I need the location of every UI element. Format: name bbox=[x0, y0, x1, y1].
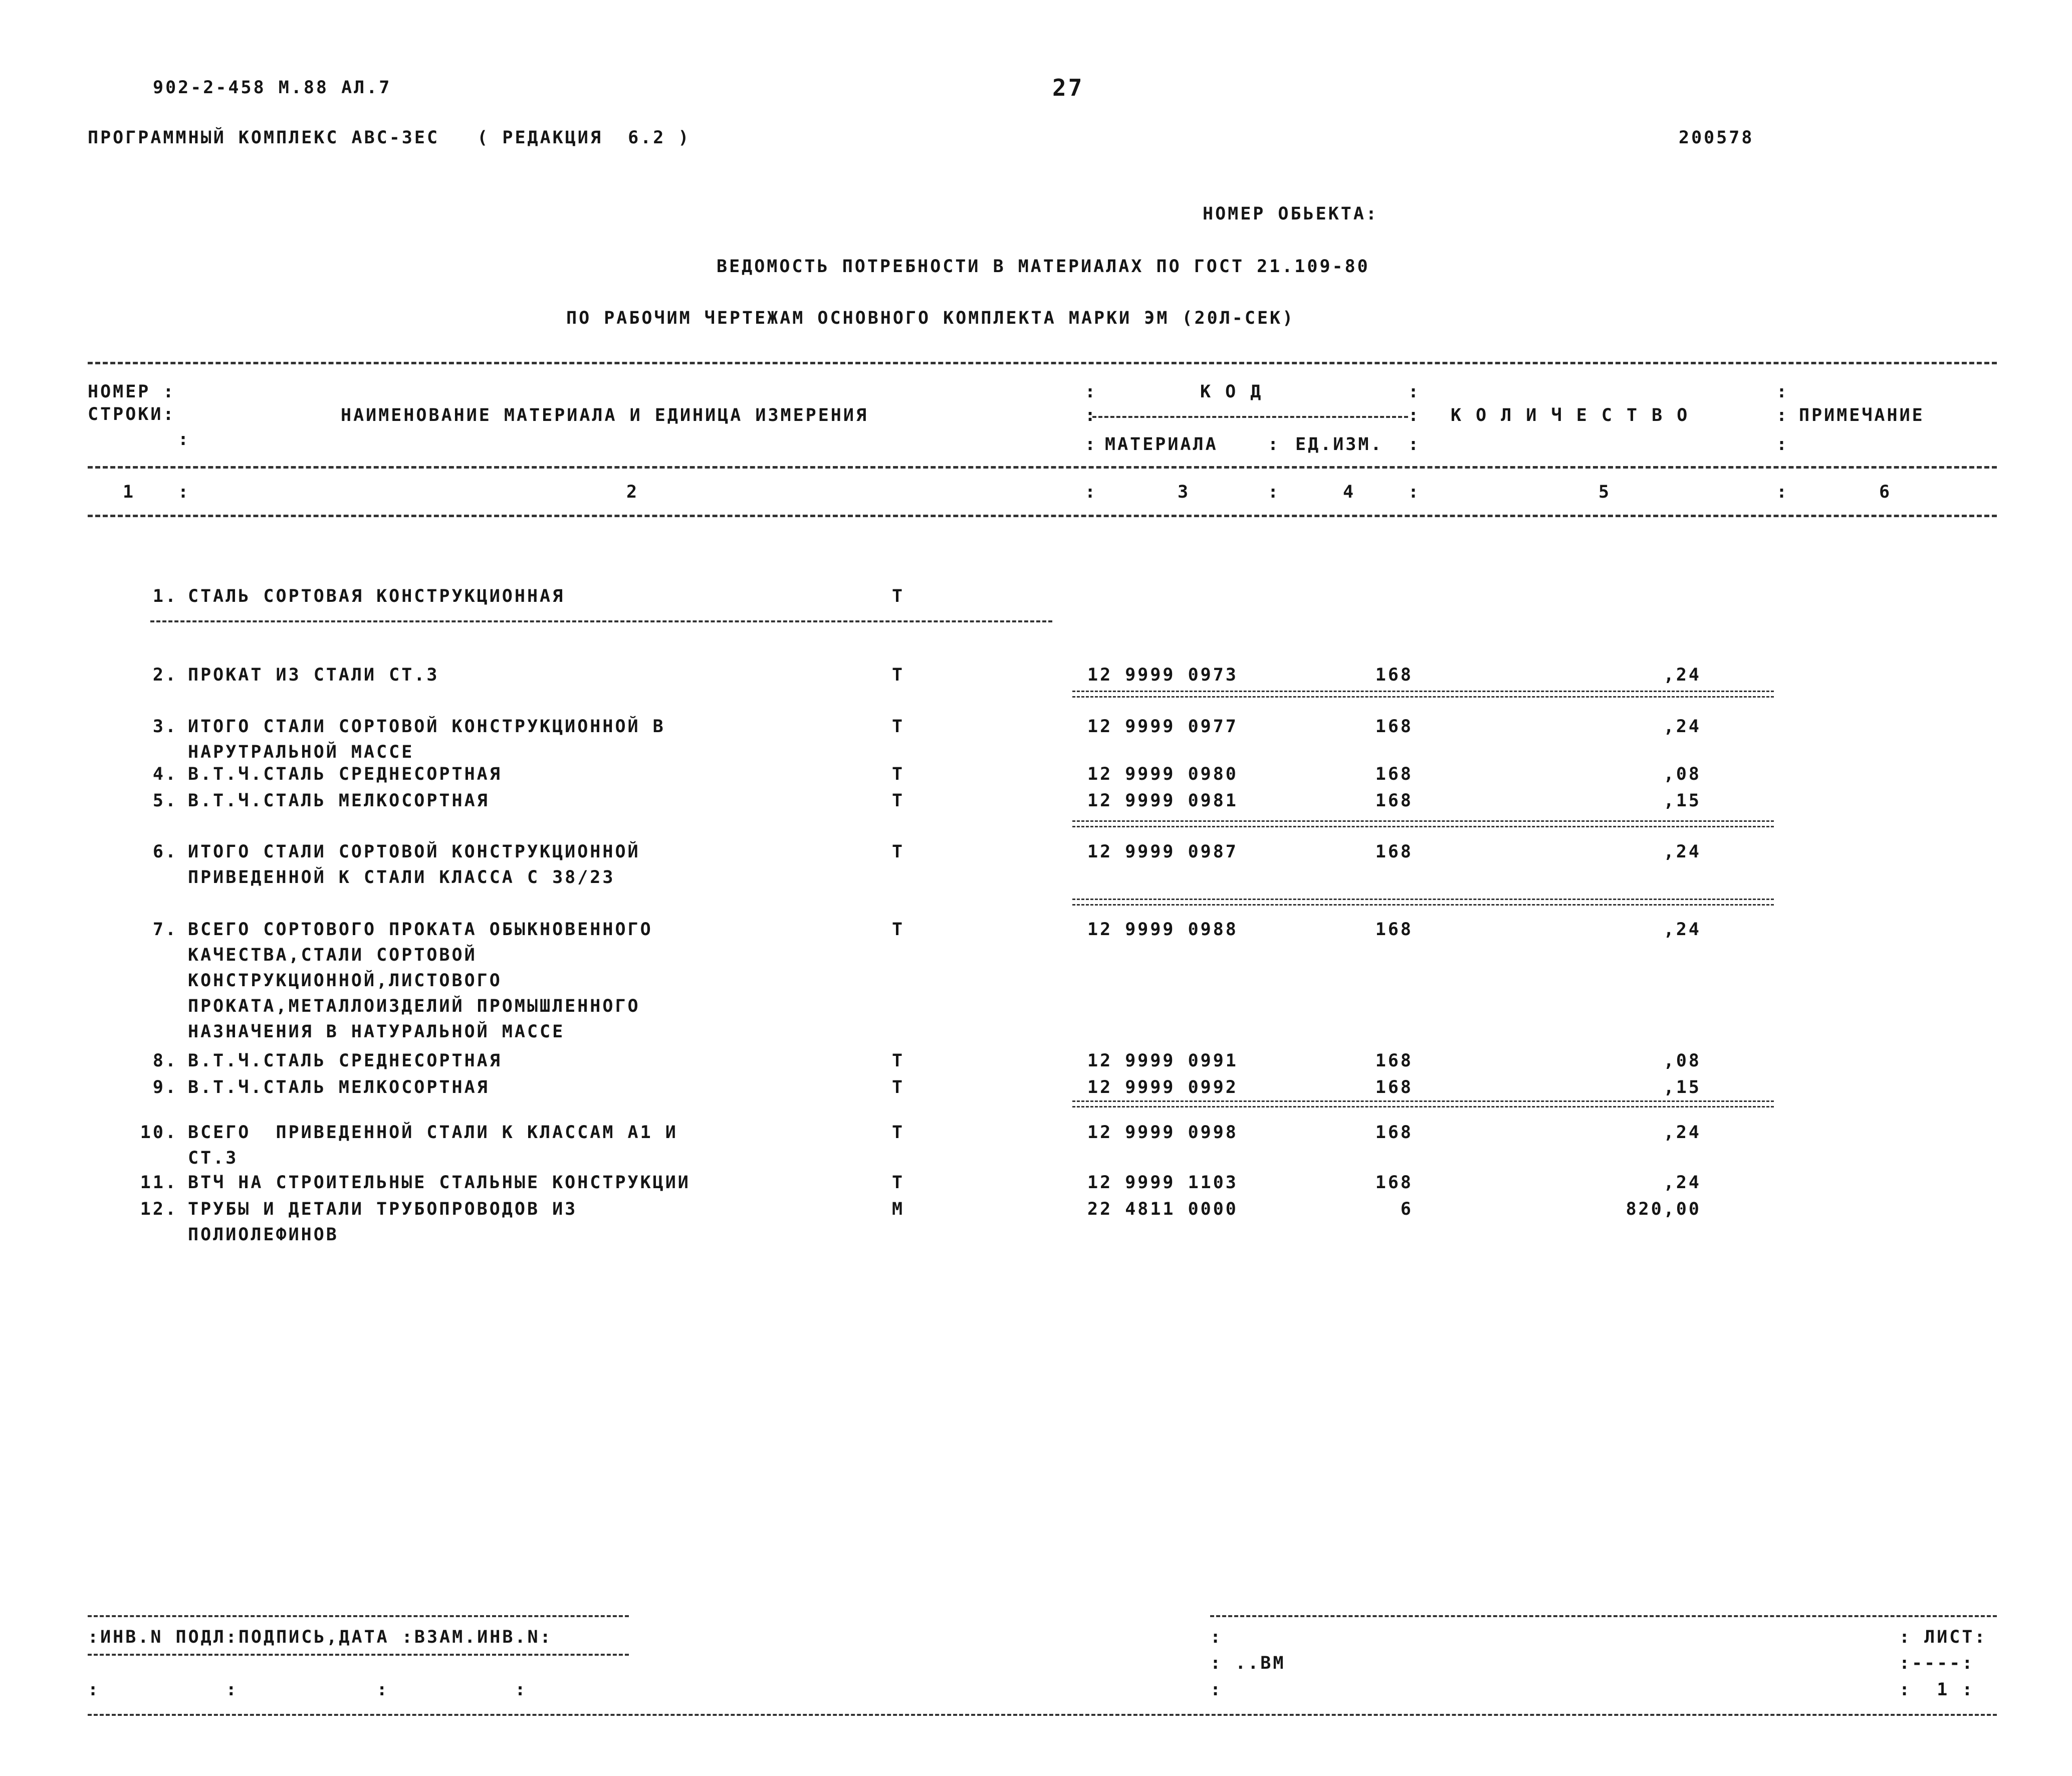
unit-of-measure: Т bbox=[892, 1077, 905, 1097]
unit-of-measure: Т bbox=[892, 842, 905, 862]
page-subtitle: ПО РАБОЧИМ ЧЕРТЕЖАМ ОСНОВНОГО КОМПЛЕКТА МАРКИ ЭМ (20Л-СЕК) bbox=[566, 308, 1295, 328]
material-name-line: СТАЛЬ СОРТОВАЯ КОНСТРУКЦИОННАЯ bbox=[188, 586, 565, 606]
material-name-line: НАРУТРАЛЬНОЙ МАССЕ bbox=[188, 742, 414, 762]
footer-signature-cells: : : : : bbox=[88, 1680, 528, 1700]
unit-of-measure: Т bbox=[892, 791, 905, 811]
material-name-line: ИТОГО СТАЛИ СОРТОВОЙ КОНСТРУКЦИОННОЙ bbox=[188, 842, 640, 862]
column-index: 2 bbox=[626, 482, 639, 502]
material-name-line: В.Т.Ч.СТАЛЬ МЕЛКОСОРТНАЯ bbox=[188, 791, 490, 811]
material-code: 12 9999 0973 bbox=[1087, 665, 1238, 685]
footer-colon: : bbox=[1210, 1627, 1223, 1647]
unit-code: 168 bbox=[1375, 1077, 1413, 1097]
unit-of-measure: Т bbox=[892, 1051, 905, 1071]
row-number: 12. bbox=[140, 1199, 178, 1219]
unit-of-measure: М bbox=[892, 1199, 905, 1219]
material-name-line: ПРОКАТ ИЗ СТАЛИ СТ.3 bbox=[188, 665, 439, 685]
note-sep-mid: : bbox=[1776, 405, 1789, 425]
unit-code: 168 bbox=[1375, 1051, 1413, 1071]
quantity-value: ,24 bbox=[1663, 1173, 1701, 1193]
column-index: 3 bbox=[1178, 482, 1191, 502]
total-rule bbox=[1072, 820, 1774, 827]
material-name-line: В.Т.Ч.СТАЛЬ СРЕДНЕСОРТНАЯ bbox=[188, 764, 502, 784]
material-name-line: ВТЧ НА СТРОИТЕЛЬНЫЕ СТАЛЬНЫЕ КОНСТРУКЦИИ bbox=[188, 1173, 690, 1193]
footer-signatures: :ИНВ.N ПОДЛ:ПОДПИСЬ,ДАТА :ВЗАМ.ИНВ.N: bbox=[88, 1627, 553, 1647]
quantity-value: ,08 bbox=[1663, 1051, 1701, 1071]
code-group-header: К О Д bbox=[1200, 382, 1263, 402]
material-code: 12 9999 0987 bbox=[1087, 842, 1238, 862]
footer-right-rule bbox=[1210, 1615, 1997, 1617]
unit-code-header: ЕД.ИЗМ. bbox=[1295, 434, 1384, 455]
footer-bottom-rule bbox=[88, 1714, 1997, 1716]
row-number: 1. bbox=[152, 586, 178, 606]
footer-doc-mark: : ..ВМ bbox=[1210, 1653, 1286, 1673]
material-name-line: СТ.3 bbox=[188, 1148, 239, 1168]
idx-sep: : bbox=[1408, 482, 1421, 502]
table-row bbox=[0, 1051, 2072, 1076]
quantity-value: ,08 bbox=[1663, 764, 1701, 784]
header-top-rule bbox=[88, 362, 1997, 364]
table-row bbox=[0, 842, 2072, 887]
table-row bbox=[0, 920, 2072, 1042]
table-row bbox=[0, 1199, 2072, 1245]
material-code: 12 9999 1103 bbox=[1087, 1173, 1238, 1193]
material-name-line: КАЧЕСТВА,СТАЛИ СОРТОВОЙ bbox=[188, 945, 477, 965]
table-row bbox=[0, 764, 2072, 789]
column-index: 1 bbox=[123, 482, 136, 502]
table-row bbox=[0, 586, 2072, 611]
row-number-header-3: : bbox=[178, 429, 191, 450]
unit-code: 168 bbox=[1375, 791, 1413, 811]
code-sep-mid: : bbox=[1085, 405, 1098, 425]
row-number: 3. bbox=[152, 717, 178, 737]
quantity-value: ,24 bbox=[1663, 920, 1701, 940]
page-title: ВЕДОМОСТЬ ПОТРЕБНОСТИ В МАТЕРИАЛАХ ПО ГОСТ 21.109-80 bbox=[717, 257, 1370, 277]
quantity-value: ,15 bbox=[1663, 791, 1701, 811]
row-number: 2. bbox=[152, 665, 178, 685]
table-row bbox=[0, 791, 2072, 816]
material-name-line: ВСЕГО СОРТОВОГО ПРОКАТА ОБЫКНОВЕННОГО bbox=[188, 920, 653, 940]
table-row bbox=[0, 1123, 2072, 1168]
header-mid-rule bbox=[88, 466, 1997, 469]
idx-sep: : bbox=[1776, 482, 1789, 502]
total-rule bbox=[1072, 691, 1774, 698]
column-index: 5 bbox=[1598, 482, 1611, 502]
table-row bbox=[0, 665, 2072, 690]
total-rule bbox=[1072, 899, 1774, 906]
row-number-header-2: СТРОКИ: bbox=[88, 404, 176, 424]
material-code: 12 9999 0988 bbox=[1087, 920, 1238, 940]
footer-left-rule bbox=[88, 1654, 629, 1656]
row-number: 4. bbox=[152, 764, 178, 784]
row-number: 11. bbox=[140, 1173, 178, 1193]
column-index: 4 bbox=[1343, 482, 1356, 502]
material-code: 12 9999 0992 bbox=[1087, 1077, 1238, 1097]
sheet-label: : ЛИСТ: bbox=[1899, 1627, 1987, 1647]
material-name-line: НАЗНАЧЕНИЯ В НАТУРАЛЬНОЙ МАССЕ bbox=[188, 1022, 565, 1042]
total-rule bbox=[1072, 1100, 1774, 1107]
unit-code: 168 bbox=[1375, 1173, 1413, 1193]
quantity-value: 820,00 bbox=[1626, 1199, 1701, 1219]
material-name-line: ИТОГО СТАЛИ СОРТОВОЙ КОНСТРУКЦИОННОЙ В bbox=[188, 717, 665, 737]
note-column-header: ПРИМЕЧАНИЕ bbox=[1799, 405, 1925, 425]
material-name-line: ВСЕГО ПРИВЕДЕННОЙ СТАЛИ К КЛАССАМ А1 И bbox=[188, 1123, 678, 1143]
material-name-line: ПРИВЕДЕННОЙ К СТАЛИ КЛАССА С 38/23 bbox=[188, 867, 615, 887]
document-code: 902-2-458 М.88 АЛ.7 bbox=[153, 78, 392, 98]
material-name-line: ПОЛИОЛЕФИНОВ bbox=[188, 1225, 339, 1245]
header-bottom-rule bbox=[88, 515, 1997, 517]
idx-sep: : bbox=[178, 482, 191, 502]
row-number: 9. bbox=[152, 1077, 178, 1097]
unit-of-measure: Т bbox=[892, 920, 905, 940]
row-number: 6. bbox=[152, 842, 178, 862]
program-name: ПРОГРАММНЫЙ КОМПЛЕКС АВС-3ЕС ( РЕДАКЦИЯ 6.2 ) bbox=[88, 128, 691, 148]
unit-of-measure: Т bbox=[892, 586, 905, 606]
unit-of-measure: Т bbox=[892, 665, 905, 685]
unit-of-measure: Т bbox=[892, 764, 905, 784]
row-number: 7. bbox=[152, 920, 178, 940]
note-sep-bot: : bbox=[1776, 434, 1789, 455]
code-sep-top-r: : bbox=[1408, 382, 1421, 402]
row-number: 8. bbox=[152, 1051, 178, 1071]
quantity-column-header: К О Л И Ч Е С Т В О bbox=[1451, 405, 1690, 425]
code-sub-rule bbox=[1092, 416, 1408, 418]
footer-colon: : bbox=[1210, 1680, 1223, 1700]
idx-sep: : bbox=[1085, 482, 1098, 502]
unit-of-measure: Т bbox=[892, 1173, 905, 1193]
quantity-value: ,24 bbox=[1663, 717, 1701, 737]
code-sep-inner: : bbox=[1268, 434, 1281, 455]
unit-code: 6 bbox=[1400, 1199, 1413, 1219]
material-code: 22 4811 0000 bbox=[1087, 1199, 1238, 1219]
row-number-header-1: НОМЕР : bbox=[88, 382, 176, 402]
sheet-separator: :----: bbox=[1899, 1653, 1975, 1673]
material-code-header: МАТЕРИАЛА bbox=[1105, 434, 1218, 455]
material-name-line: ПРОКАТА,МЕТАЛЛОИЗДЕЛИЙ ПРОМЫШЛЕННОГО bbox=[188, 996, 640, 1016]
quantity-value: ,24 bbox=[1663, 842, 1701, 862]
unit-code: 168 bbox=[1375, 665, 1413, 685]
unit-code: 168 bbox=[1375, 764, 1413, 784]
row-number: 5. bbox=[152, 791, 178, 811]
idx-sep: : bbox=[1268, 482, 1281, 502]
code-sep-bot-r: : bbox=[1408, 434, 1421, 455]
name-column-header: НАИМЕНОВАНИЕ МАТЕРИАЛА И ЕДИНИЦА ИЗМЕРЕНИЯ bbox=[341, 405, 869, 425]
table-row bbox=[0, 1077, 2072, 1102]
material-code: 12 9999 0980 bbox=[1087, 764, 1238, 784]
report-number: 200578 bbox=[1679, 128, 1754, 148]
material-name-line: В.Т.Ч.СТАЛЬ МЕЛКОСОРТНАЯ bbox=[188, 1077, 490, 1097]
material-code: 12 9999 0977 bbox=[1087, 717, 1238, 737]
material-code: 12 9999 0998 bbox=[1087, 1123, 1238, 1143]
code-sep-top: : bbox=[1085, 382, 1098, 402]
note-sep-top: : bbox=[1776, 382, 1789, 402]
material-code: 12 9999 0991 bbox=[1087, 1051, 1238, 1071]
code-sep-mid-r: : bbox=[1408, 405, 1421, 425]
unit-code: 168 bbox=[1375, 842, 1413, 862]
table-row bbox=[0, 1173, 2072, 1198]
quantity-value: ,24 bbox=[1663, 1123, 1701, 1143]
footer-left-rule bbox=[88, 1615, 629, 1617]
unit-code: 168 bbox=[1375, 717, 1413, 737]
unit-of-measure: Т bbox=[892, 717, 905, 737]
page-number: 27 bbox=[1052, 74, 1084, 101]
unit-of-measure: Т bbox=[892, 1123, 905, 1143]
row-number: 10. bbox=[140, 1123, 178, 1143]
material-name-line: В.Т.Ч.СТАЛЬ СРЕДНЕСОРТНАЯ bbox=[188, 1051, 502, 1071]
unit-code: 168 bbox=[1375, 1123, 1413, 1143]
object-number-label: НОМЕР ОБЬЕКТА: bbox=[1203, 204, 1379, 224]
material-name-line: ТРУБЫ И ДЕТАЛИ ТРУБОПРОВОДОВ ИЗ bbox=[188, 1199, 578, 1219]
column-index: 6 bbox=[1879, 482, 1892, 502]
quantity-value: ,15 bbox=[1663, 1077, 1701, 1097]
sheet-number: : 1 : bbox=[1899, 1680, 1975, 1700]
section-rule bbox=[150, 620, 1052, 622]
material-code: 12 9999 0981 bbox=[1087, 791, 1238, 811]
material-name-line: КОНСТРУКЦИОННОЙ,ЛИСТОВОГО bbox=[188, 971, 502, 991]
unit-code: 168 bbox=[1375, 920, 1413, 940]
table-row bbox=[0, 717, 2072, 762]
code-sep-bot: : bbox=[1085, 434, 1098, 455]
quantity-value: ,24 bbox=[1663, 665, 1701, 685]
